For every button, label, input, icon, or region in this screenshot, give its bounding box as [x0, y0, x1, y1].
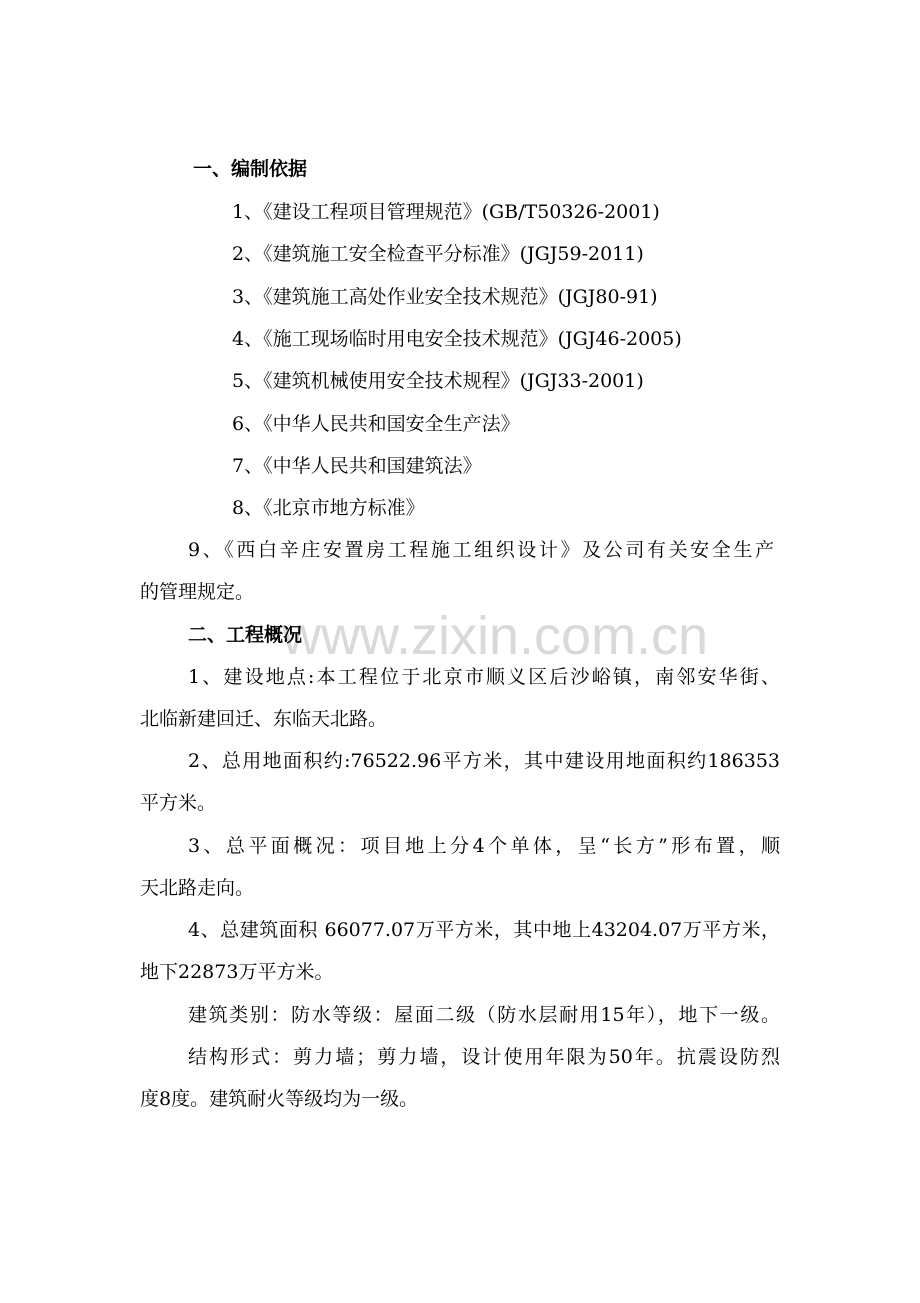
basis-item-9-line2: 的管理规定。: [140, 581, 255, 603]
basis-item-8: 8、《北京市地方标准》: [232, 497, 425, 519]
overview-p4-line2: 地下22873万平方米。: [140, 961, 334, 983]
basis-item-3: 3、《建筑施工高处作业安全技术规范》(JGJ80-91): [232, 286, 658, 308]
overview-p3-line2: 天北路走向。: [140, 877, 255, 899]
section-heading-overview: 二、工程概况: [188, 624, 303, 646]
basis-item-9-line1: 9、《西白辛庄安置房工程施工组织设计》及公司有关安全生产: [188, 539, 774, 561]
section-heading-basis: 一、编制依据: [193, 158, 308, 180]
basis-item-1: 1、《建设工程项目管理规范》(GB/T50326-2001): [232, 201, 660, 223]
overview-p3-line1: 3、总平面概况：项目地上分4个单体，呈“长方”形布置，顺: [188, 835, 780, 857]
basis-item-4: 4、《施工现场临时用电安全技术规范》(JGJ46-2005): [232, 328, 682, 350]
basis-item-6: 6、《中华人民共和国安全生产法》: [232, 413, 520, 435]
basis-item-2: 2、《建筑施工安全检查平分标准》(JGJ59-2011): [232, 243, 644, 265]
basis-item-5: 5、《建筑机械使用安全技术规程》(JGJ33-2001): [232, 370, 644, 392]
overview-p4-line1: 4、总建筑面积 66077.07万平方米，其中地上43204.07万平方米，: [188, 919, 780, 941]
overview-structure-line1: 结构形式：剪力墙；剪力墙，设计使用年限为50年。抗震设防烈: [188, 1046, 780, 1068]
overview-structure-line2: 度8度。建筑耐火等级均为一级。: [140, 1088, 419, 1110]
watermark: www.zixin.com.cn: [282, 606, 709, 666]
overview-p1-line1: 1、建设地点:本工程位于北京市顺义区后沙峪镇，南邻安华街、: [188, 666, 780, 688]
overview-p2-line2: 平方米。: [140, 792, 217, 814]
overview-building-category: 建筑类别：防水等级：屋面二级（防水层耐用15年），地下一级。: [188, 1004, 780, 1026]
basis-item-7: 7、《中华人民共和国建筑法》: [232, 455, 482, 477]
overview-p2-line1: 2、总用地面积约:76522.96平方米，其中建设用地面积约186353: [188, 750, 780, 772]
overview-p1-line2: 北临新建回迁、东临天北路。: [140, 708, 388, 730]
